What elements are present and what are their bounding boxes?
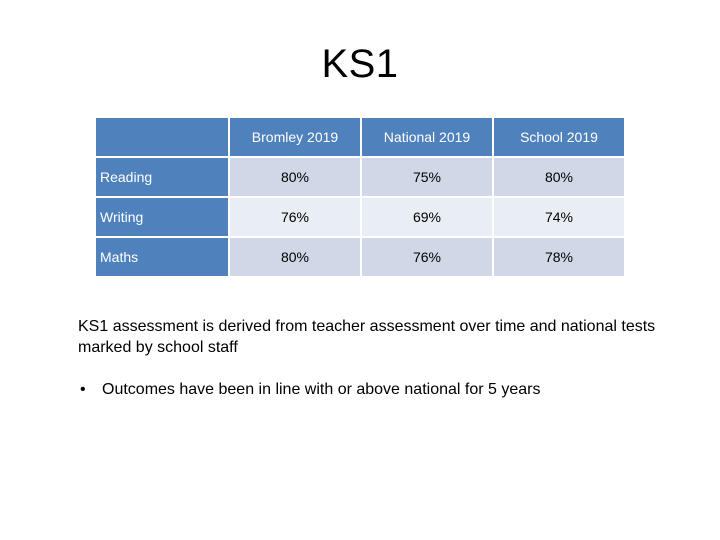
cell-maths-national: 76% xyxy=(362,238,492,276)
table-row-writing xyxy=(96,198,624,236)
cell-writing-national: 69% xyxy=(362,198,492,236)
row-label-reading: Reading xyxy=(96,158,228,196)
cell-reading-bromley: 80% xyxy=(230,158,360,196)
bullet-icon: • xyxy=(80,381,86,398)
table-corner-cell xyxy=(96,118,228,156)
table-row-reading xyxy=(96,158,624,196)
cell-maths-bromley: 80% xyxy=(230,238,360,276)
slide-title: KS1 xyxy=(321,42,399,86)
column-header-national: National 2019 xyxy=(362,118,492,156)
row-label-writing: Writing xyxy=(96,198,228,236)
cell-reading-school: 80% xyxy=(494,158,624,196)
bullet-item xyxy=(80,380,680,400)
assessment-note: KS1 assessment is derived from teacher assessment over time and national tests marked by school staff xyxy=(78,318,656,356)
cell-writing-school: 74% xyxy=(494,198,624,236)
cell-writing-bromley: 76% xyxy=(230,198,360,236)
table-header-row xyxy=(96,118,624,156)
table-row-maths xyxy=(96,238,624,276)
results-table xyxy=(94,116,626,278)
column-header-school: School 2019 xyxy=(494,118,624,156)
bullet-text: Outcomes have been in line with or above national for 5 years xyxy=(102,381,541,398)
cell-maths-school: 78% xyxy=(494,238,624,276)
cell-reading-national: 75% xyxy=(362,158,492,196)
column-header-bromley: Bromley 2019 xyxy=(230,118,360,156)
row-label-maths: Maths xyxy=(96,238,228,276)
